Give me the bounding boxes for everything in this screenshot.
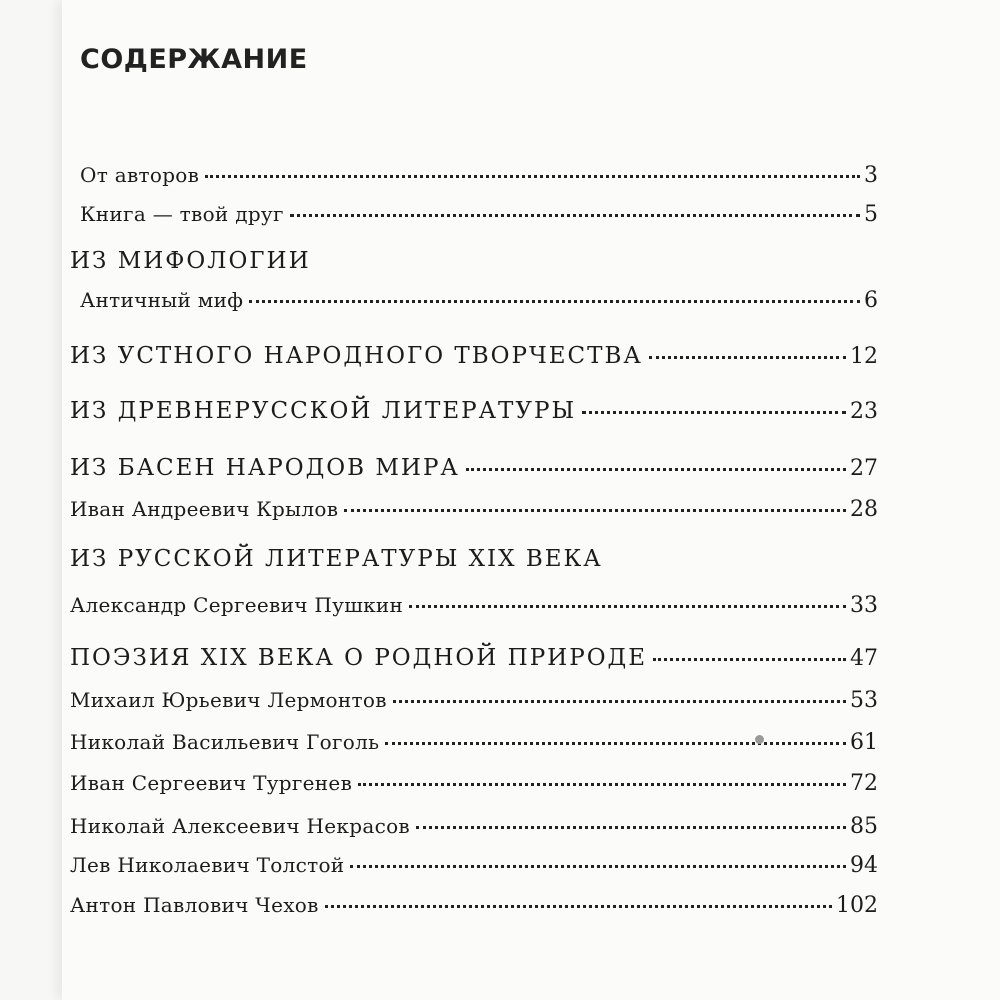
dot-leader xyxy=(358,783,846,786)
toc-section-fables[interactable] xyxy=(70,455,878,481)
toc-entry-krylov[interactable] xyxy=(70,497,878,522)
toc-entry-label: Николай Васильевич Гоголь xyxy=(70,730,380,754)
toc-section-poetry-19[interactable] xyxy=(70,645,878,671)
toc-page-number: 28 xyxy=(850,497,878,522)
toc-entry-lermontov[interactable] xyxy=(70,688,878,713)
dot-leader xyxy=(466,468,846,471)
toc-page-number: 5 xyxy=(864,202,878,227)
dot-leader xyxy=(582,411,846,414)
toc-section-russian-19[interactable]: ИЗ РУССКОЙ ЛИТЕРАТУРЫ XIX ВЕКА xyxy=(70,546,603,572)
toc-page-number: 3 xyxy=(864,163,878,188)
toc-page-number: 61 xyxy=(850,730,878,755)
toc-section-oral-folk[interactable] xyxy=(70,343,878,369)
toc-entry-label: Книга — твой друг xyxy=(80,202,284,226)
toc-page-number: 6 xyxy=(864,288,878,313)
toc-page-number: 72 xyxy=(850,771,878,796)
toc-entry-label: Античный миф xyxy=(80,288,244,312)
dot-leader xyxy=(393,700,846,703)
toc-entry-antique-myth[interactable] xyxy=(70,288,878,313)
dot-leader xyxy=(385,742,846,745)
toc-section-label: ИЗ ДРЕВНЕРУССКОЙ ЛИТЕРАТУРЫ xyxy=(70,398,577,424)
toc-entry-label: Антон Павлович Чехов xyxy=(70,893,319,917)
toc-page-number: 85 xyxy=(850,814,878,839)
toc-entry-tolstoy[interactable] xyxy=(70,853,878,878)
toc-section-label: ПОЭЗИЯ XIX ВЕКА О РОДНОЙ ПРИРОДЕ xyxy=(70,645,648,671)
dot-leader xyxy=(653,658,846,661)
dot-leader xyxy=(325,905,832,908)
toc-page-number: 53 xyxy=(850,688,878,713)
toc-entry-label: Иван Андреевич Крылов xyxy=(70,497,339,521)
toc-page-number: 27 xyxy=(850,456,878,481)
dot-leader xyxy=(416,826,846,829)
dot-leader xyxy=(350,865,846,868)
toc-page-number: 47 xyxy=(850,646,878,671)
dot-leader xyxy=(205,175,860,178)
toc-section-label: ИЗ УСТНОГО НАРОДНОГО ТВОРЧЕСТВА xyxy=(70,343,643,369)
dot-leader xyxy=(290,214,860,217)
toc-page-number: 23 xyxy=(850,399,878,424)
dot-leader xyxy=(649,356,846,359)
toc-entry-label: Михаил Юрьевич Лермонтов xyxy=(70,688,387,712)
toc-page-number: 33 xyxy=(850,593,878,618)
toc-entry-from-authors[interactable] xyxy=(70,163,878,188)
toc-section-label: ИЗ БАСЕН НАРОДОВ МИРА xyxy=(70,455,460,481)
dot-leader xyxy=(249,300,860,303)
toc-section-mythology[interactable]: ИЗ МИФОЛОГИИ xyxy=(70,248,311,274)
toc-entry-label: Иван Сергеевич Тургенев xyxy=(70,771,353,795)
toc-page-number: 94 xyxy=(850,853,878,878)
toc-entry-turgenev[interactable] xyxy=(70,771,878,796)
page-title: СОДЕРЖАНИЕ xyxy=(80,44,308,75)
toc-page-number: 102 xyxy=(836,893,878,918)
ink-spot xyxy=(755,735,764,744)
toc-page-number: 12 xyxy=(850,344,878,369)
toc-section-old-russian[interactable] xyxy=(70,398,878,424)
toc-entry-label: Николай Алексеевич Некрасов xyxy=(70,814,410,838)
toc-entry-label: От авторов xyxy=(80,163,200,187)
toc-entry-pushkin[interactable] xyxy=(70,593,878,618)
toc-entry-label: Лев Николаевич Толстой xyxy=(70,853,345,877)
dot-leader xyxy=(409,605,846,608)
toc-entry-chekhov[interactable] xyxy=(70,893,878,918)
toc-entry-nekrasov[interactable] xyxy=(70,814,878,839)
toc-entry-label: Александр Сергеевич Пушкин xyxy=(70,593,404,617)
toc-entry-book-friend[interactable] xyxy=(70,202,878,227)
dot-leader xyxy=(344,509,846,512)
